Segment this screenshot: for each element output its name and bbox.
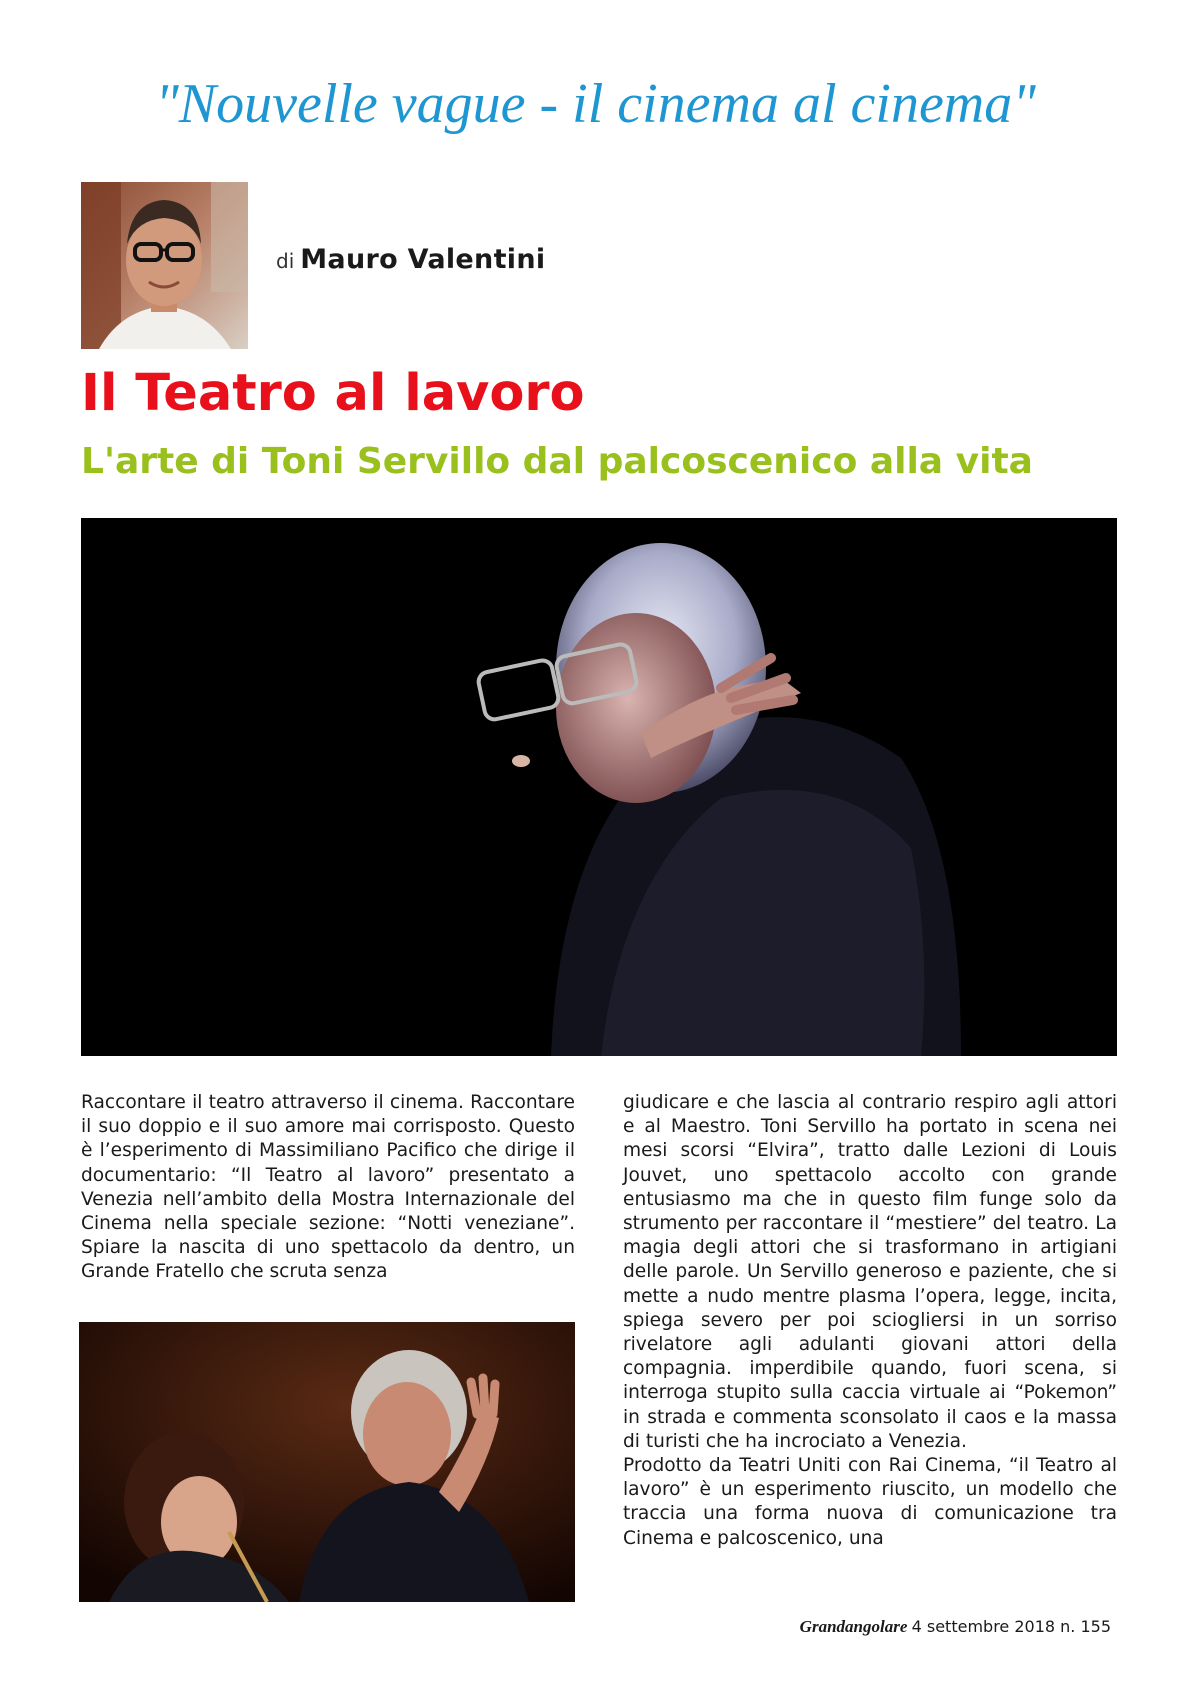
column-title: "Nouvelle vague - il cinema al cinema": [155, 73, 1036, 135]
body-column-right: [623, 1091, 1117, 1551]
article-title: Il Teatro al lavoro: [81, 364, 585, 423]
author-name: Mauro Valentini: [300, 244, 546, 275]
issue-info: 4 settembre 2018 n. 155: [911, 1617, 1111, 1636]
inline-photo: [79, 1322, 575, 1602]
body-column-left: [81, 1091, 575, 1285]
publication-name: Grandangolare: [799, 1617, 908, 1636]
byline-prefix: di: [276, 249, 295, 273]
body-paragraph: Raccontare il teatro attraverso il cinema. Raccontare il suo doppio e il suo amore mai corrisposto. Questo è l’esperimento di Massimiliano Pacifico che dirige il documentario: “Il Teatro al lavoro” presentato a Venezia nell’ambito della Mostra Internazionale del Cinema nella speciale sezione: “Notti veneziane”. Spiare la nascita di uno spettacolo da dentro, un Grande Fratello che scruta senza: [81, 1092, 575, 1283]
author-photo: [81, 182, 248, 349]
hero-photo: [81, 518, 1117, 1056]
body-paragraph: Prodotto da Teatri Uniti con Rai Cinema, “il Teatro al lavoro” è un esperimento riuscito, un modello che traccia una forma nuova di comunicazione tra Cinema e palcoscenico, una: [623, 1455, 1117, 1549]
article-subtitle: L'arte di Toni Servillo dal palcoscenico alla vita: [81, 441, 1033, 482]
body-paragraph: giudicare e che lascia al contrario respiro agli attori e al Maestro. Toni Servillo ha portato in scena nei mesi scorsi “Elvira”, tratto dalle Lezioni di Louis Jouvet, uno spettacolo accolto con grande entusiasmo ma che in questo film funge solo da strumento per raccontare il “mestiere” del teatro. La magia degli attori che si trasformano in artigiani delle parole. Un Servillo generoso e paziente, che si mette a nudo mentre plasma l’opera, legge, incita, spiega severo per poi sciogliersi in un sorriso rivelatore agli adulanti giovani attori della compagnia. imperdibile quando, fuori scena, si interroga stupito sulla caccia virtuale ai “Pokemon” in strada e commenta sconsolato il caos e la massa di turisti che ha incrociato a Venezia.: [623, 1092, 1117, 1452]
byline: [276, 244, 545, 275]
footer: [800, 1617, 1111, 1637]
